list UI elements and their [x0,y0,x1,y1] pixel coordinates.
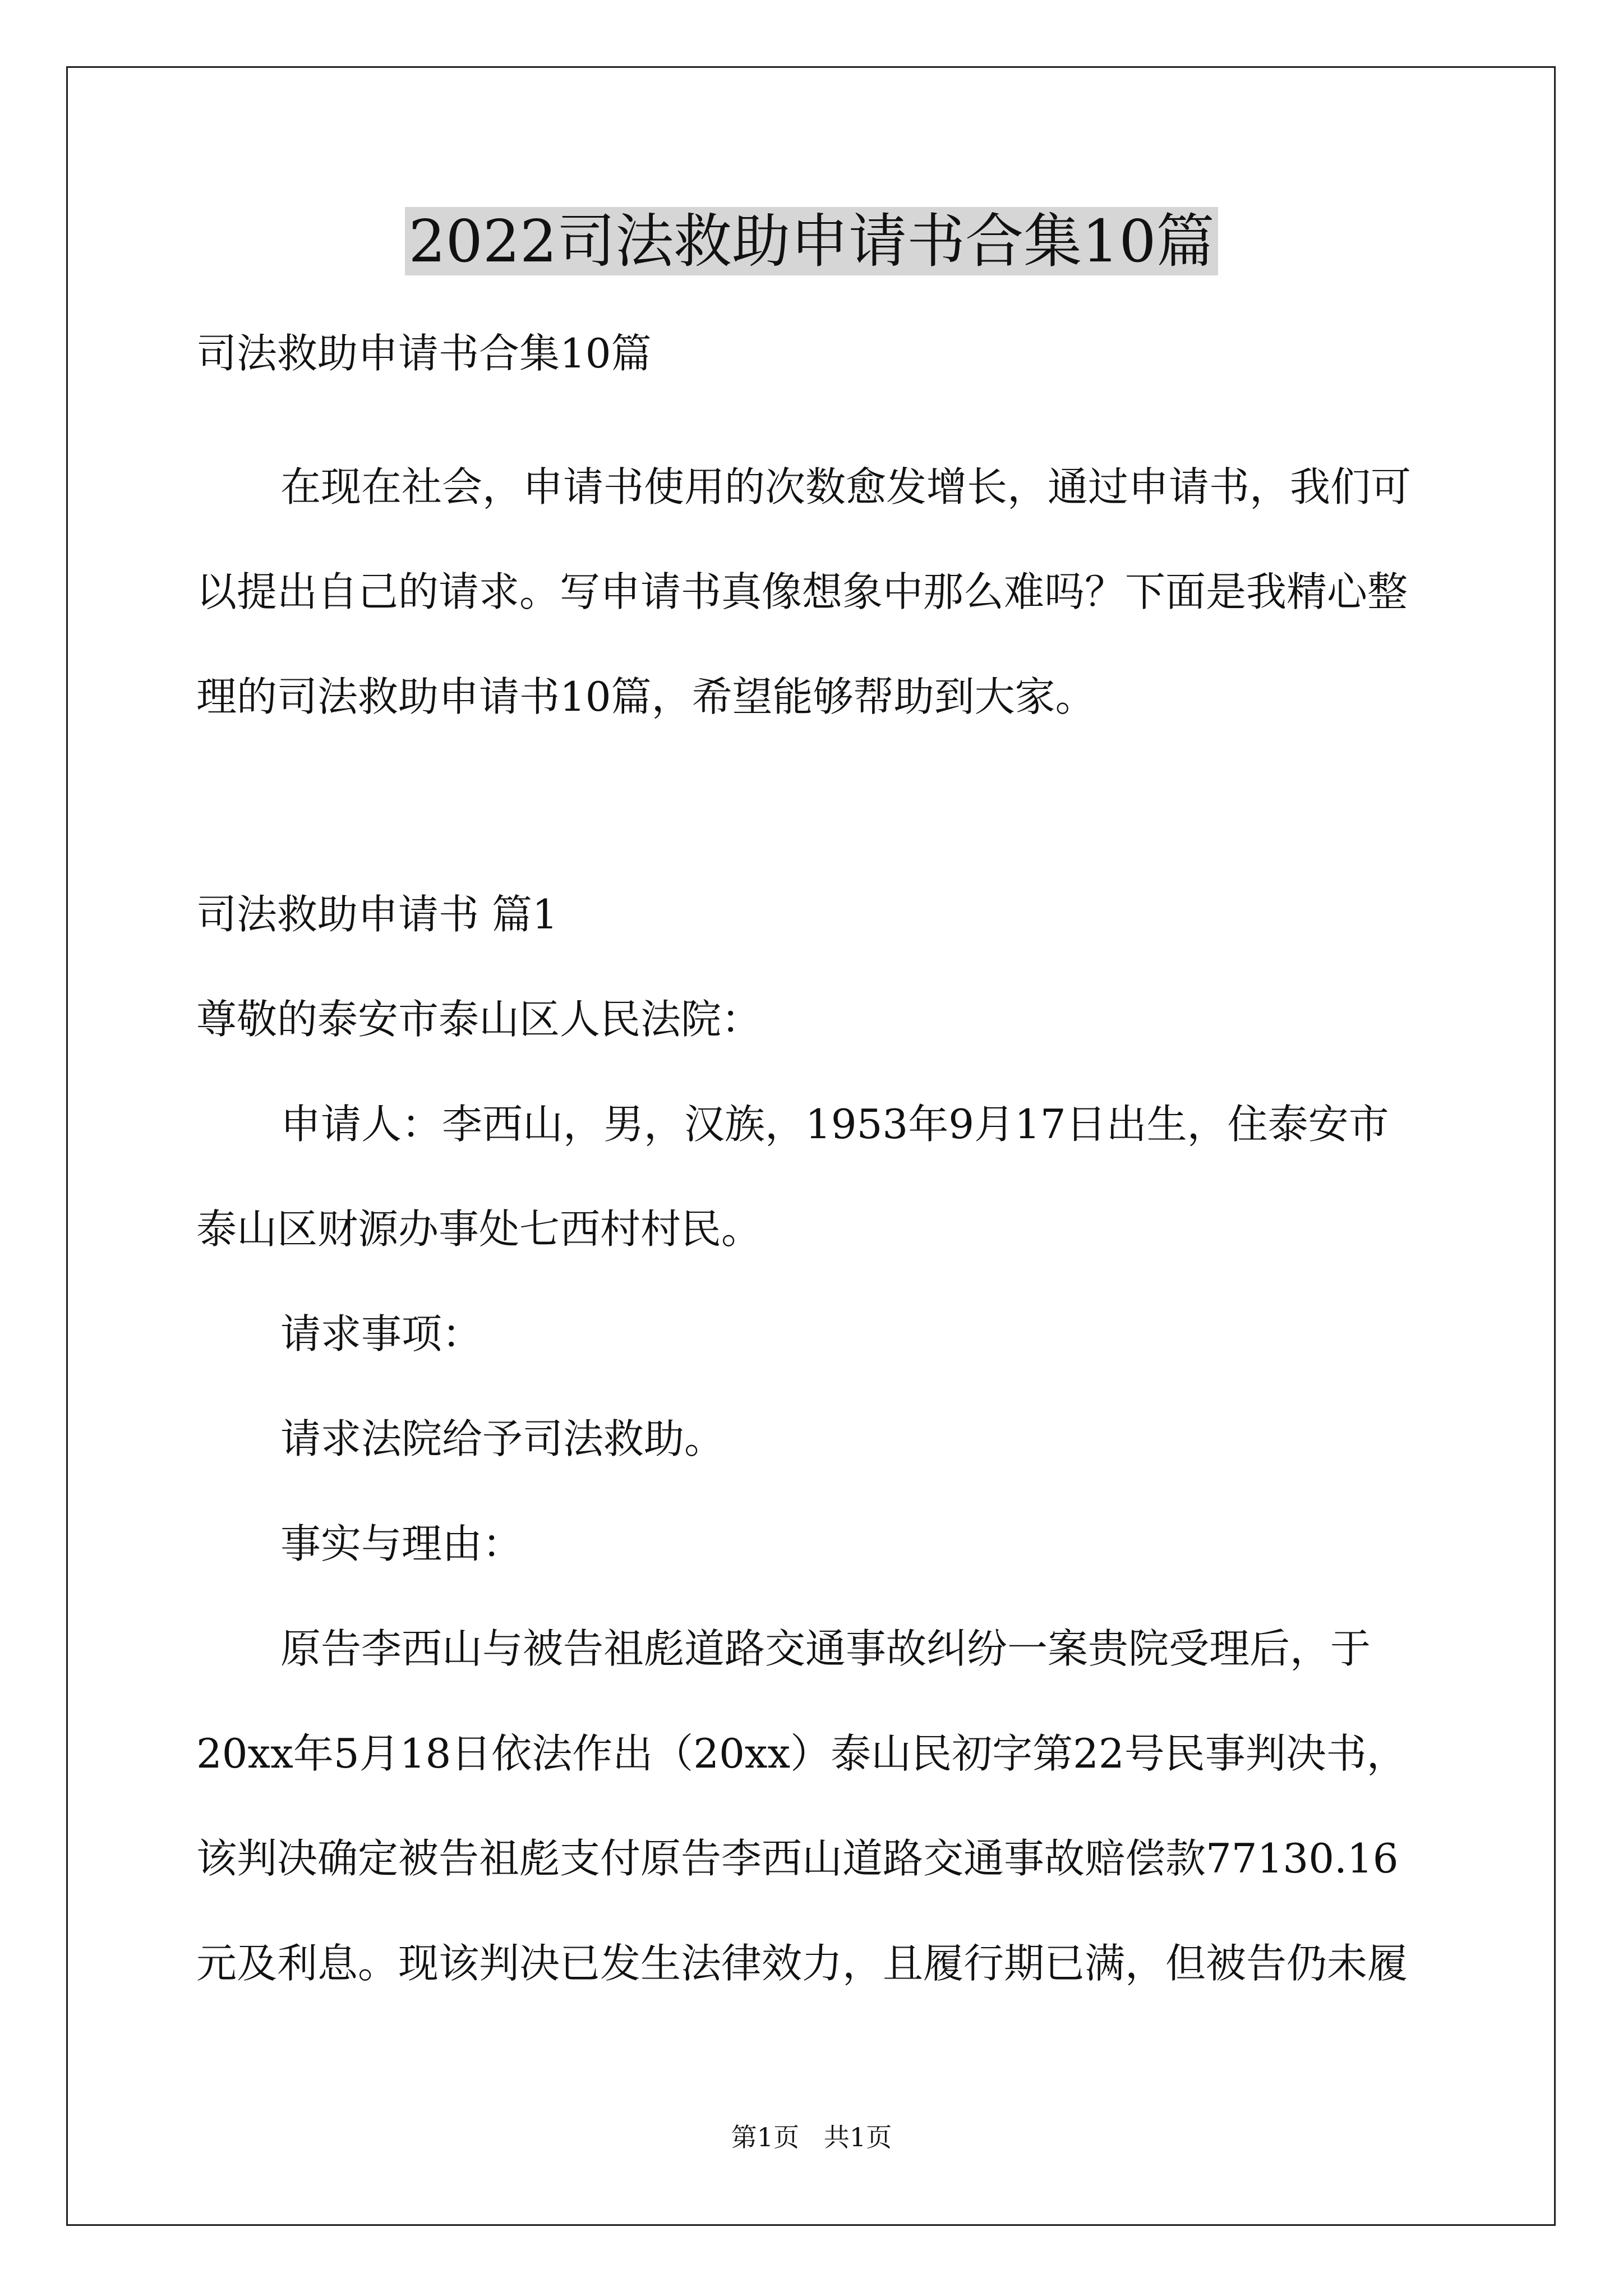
paragraph-line: 元及利息。现该判决已发生法律效力，且履行期已满，但被告仍未履 [196,1940,1408,1987]
subheading: 请求事项： [280,1310,483,1358]
paragraph-line: 以提出自己的请求。写申请书真像想象中那么难吗？下面是我精心整 [196,568,1408,615]
paragraph-line: 泰山区财源办事处七西村村民。 [196,1205,762,1253]
paragraph-line: 20xx年5月18日依法作出（20xx）泰山民初字第22号民事判决书， [196,1730,1407,1777]
paragraph-line: 理的司法救助申请书10篇，希望能够帮助到大家。 [196,673,1096,720]
paragraph-line: 在现在社会，申请书使用的次数愈发增长，通过申请书，我们可 [280,463,1412,510]
paragraph-line: 该判决确定被告祖彪支付原告李西山道路交通事故赔偿款77130.16 [196,1835,1399,1882]
salutation: 尊敬的泰安市泰山区人民法院： [196,996,762,1043]
page-footer: 第1页 共1页 [731,2122,892,2152]
paragraph-line: 申请人：李西山，男，汉族，1953年9月17日出生，住泰安市 [280,1101,1389,1148]
paragraph-line: 请求法院给予司法救助。 [280,1415,725,1462]
document-title [0,199,1623,283]
document-title-text: 2022司法救助申请书合集10篇 [405,207,1218,275]
paragraph-line: 原告李西山与被告祖彪道路交通事故纠纷一案贵院受理后，于 [280,1625,1371,1672]
section-heading: 司法救助申请书 篇1 [196,891,558,938]
subheading: 事实与理由： [280,1520,523,1567]
document-subtitle: 司法救助申请书合集10篇 [196,330,652,377]
